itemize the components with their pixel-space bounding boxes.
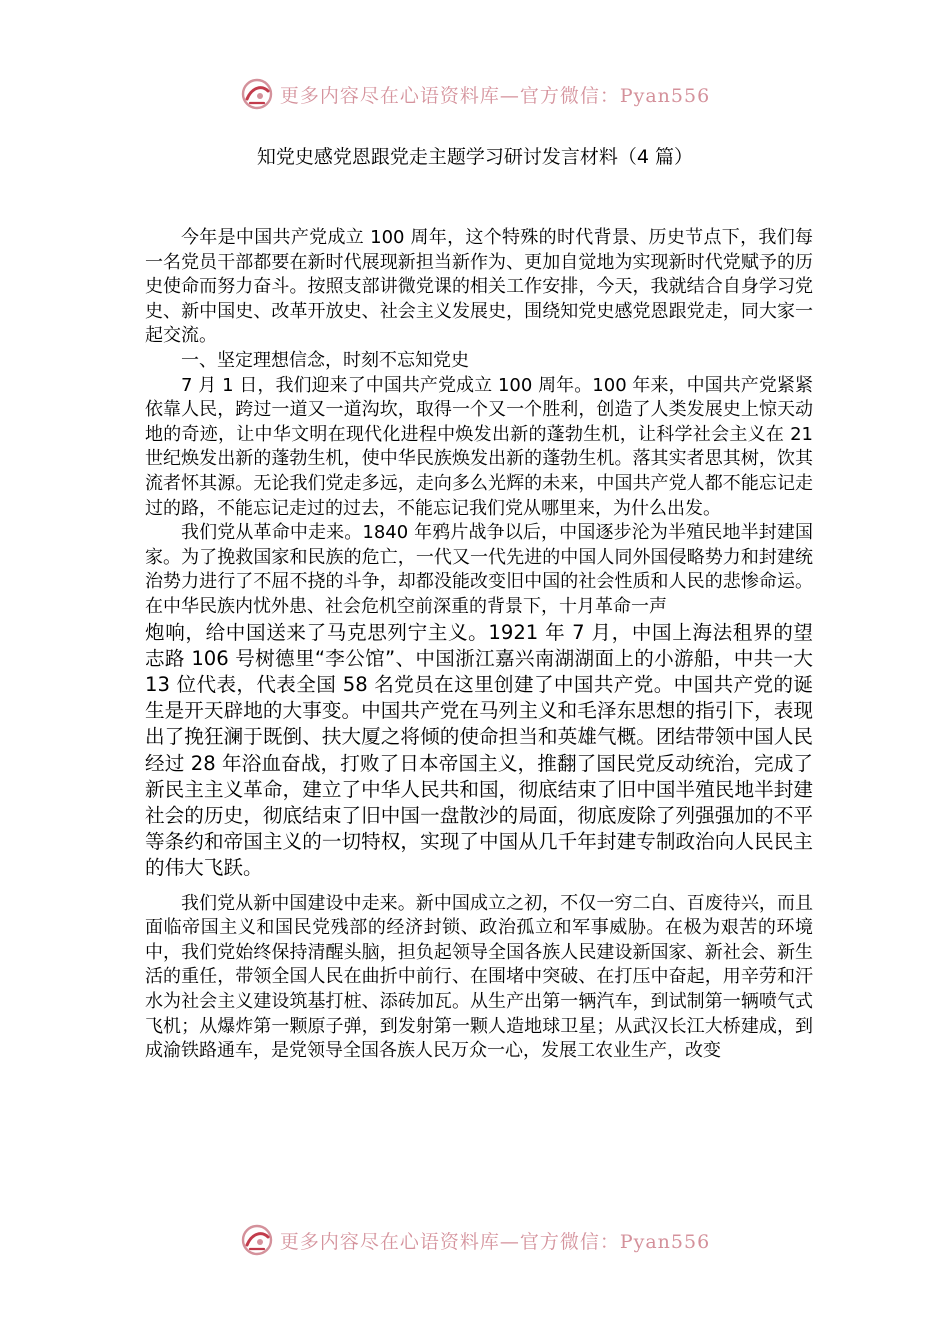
paragraph-intro: 今年是中国共产党成立 100 周年，这个特殊的时代背景、历史节点下，我们每一名党员干部都要在新时代展现新担当新作为、更加自觉地为实现新时代党赋予的历史使命而努力奋斗。按照支部讲微党课的相关工作安排，今天，我就结合自身学习党史、新中国史、改革开放史、社会主义发展史，围绕知党史感党恩跟党走，同大家一起交流。 — [145, 227, 813, 347]
paragraph-revolution: 我们党从革命中走来。1840 年鸦片战争以后，中国逐步沦为半殖民地半封建国家。为了挽救国家和民族的危亡，一代又一代先进的中国人同外国侵略势力和封建统治势力进行了不屈不挠的斗争，却都没能改变旧中国的社会性质和人民的悲惨命运。在中华民族内忧外患、社会危机空前深重的背景下，十月革命一声 — [145, 522, 813, 617]
footer-watermark-text: 更多内容尽在心语资料库—官方微信：Pyan556 — [279, 1230, 711, 1253]
header-watermark-banner — [0, 74, 950, 114]
seal-logo-icon — [240, 1223, 274, 1257]
paragraph-new-china-construction: 我们党从新中国建设中走来。新中国成立之初，不仅一穷二白、百废待兴，而且面临帝国主义和国民党残部的经济封锁、政治孤立和军事威胁。在极为艰苦的环境中，我们党始终保持清醒头脑，担负起领导全国各族人民建设新国家、新社会、新生活的重任，带领全国人民在曲折中前行、在围堵中突破、在打压中奋起，用辛劳和汗水为社会主义建设筑基打桩、添砖加瓦。从生产出第一辆汽车，到试制第一辆喷气式飞机；从爆炸第一颗原子弹，到发射第一颗人造地球卫星；从武汉长江大桥建成，到成渝铁路通车，是党领导全国各族人民万众一心，发展工农业生产，改变 — [145, 892, 813, 1062]
paragraph-party-centenary: 7 月 1 日，我们迎来了中国共产党成立 100 周年。100 年来，中国共产党紧紧依靠人民，跨过一道又一道沟坎，取得一个又一个胜利，创造了人类发展史上惊天动地的奇迹，让中华文明在现代化进程中焕发出新的蓬勃生机，让科学社会主义在 21 世纪焕发出新的蓬勃生机，使中华民族焕发出新的蓬勃生机。落其实者思其树，饮其流者怀其源。无论我们党走多远，走向多么光辉的未来，中国共产党人都不能忘记走过的路，不能忘记走过的过去，不能忘记我们党从哪里来，为什么出发。 — [145, 374, 813, 519]
header-watermark-text: 更多内容尽在心语资料库—官方微信：Pyan556 — [279, 84, 711, 107]
paragraph-revolution-continued: 炮响，给中国送来了马克思列宁主义。1921 年 7 月，中国上海法租界的望志路 106 号树德里“李公馆”、中国浙江嘉兴南湖湖面上的小游船，中共一大 13 位代表，代表全国 58 名党员在这里创建了中国共产党。中国共产党的诞生是开天辟地的大事变。中国共产党在马列主义和毛泽东思想的指引下，表现出了挽狂澜于既倒、扶大厦之将倾的使命担当和英雄气概。团结带领中国人民经过 28 年浴血奋战，打败了日本帝国主义，推翻了国民党反动统治，完成了新民主主义革命，建立了中华人民共和国，彻底结束了旧中国半殖民地半封建社会的历史，彻底结束了旧中国一盘散沙的局面，彻底废除了列强强加的不平等条约和帝国主义的一切特权，实现了中国从几千年封建专制政治向人民民主的伟大飞跃。 — [145, 620, 813, 880]
footer-watermark-banner — [0, 1220, 950, 1260]
section-heading-1: 一、坚定理想信念，时刻不忘知党史 — [181, 349, 469, 371]
document-body — [145, 226, 813, 1064]
seal-logo-icon — [240, 77, 274, 111]
document-title: 知党史感党恩跟党走主题学习研讨发言材料（4 篇） — [256, 146, 694, 168]
